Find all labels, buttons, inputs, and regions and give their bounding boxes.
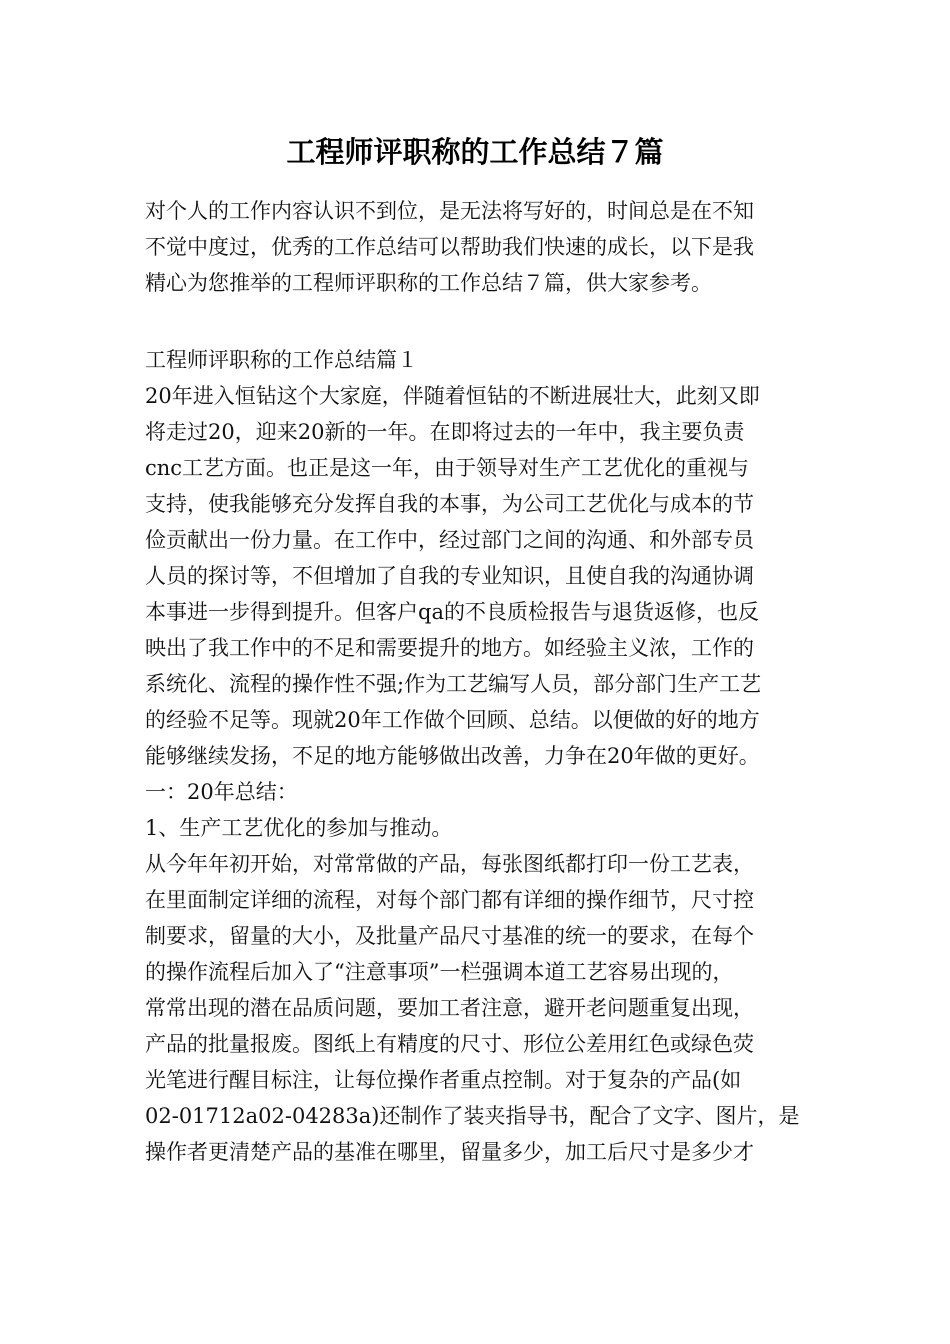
text-line: 系统化、流程的操作性不强;作为工艺编写人员，部分部门生产工艺 bbox=[145, 672, 762, 696]
text-line: 精心为您推举的工程师评职称的工作总结７篇，供大家参考。 bbox=[145, 271, 712, 295]
section-heading: 工程师评职称的工作总结篇１ bbox=[145, 348, 418, 372]
text-line: 产品的批量报废。图纸上有精度的尺寸、形位公差用红色或绿色荧 bbox=[145, 1032, 754, 1056]
text-line: 从今年年初开始，对常常做的产品，每张图纸都打印一份工艺表， bbox=[145, 852, 754, 876]
text-line: 02-01712a02-04283a)还制作了装夹指导书，配合了文字、图片，是 bbox=[145, 1104, 800, 1128]
text-line: 常常出现的潜在品质问题，要加工者注意，避开老问题重复出现， bbox=[145, 996, 754, 1020]
text-line: 制要求，留量的大小，及批量产品尺寸基准的统一的要求，在每个 bbox=[145, 924, 754, 948]
text-line: 在里面制定详细的流程，对每个部门都有详细的操作细节，尺寸控 bbox=[145, 888, 754, 912]
text-line: 本事进一步得到提升。但客户qa的不良质检报告与退货返修，也反 bbox=[145, 600, 759, 624]
text-line: 的经验不足等。现就20年工作做个回顾、总结。以便做的好的地方 bbox=[145, 708, 760, 732]
text-line: 20年进入恒钻这个大家庭，伴随着恒钻的不断进展壮大，此刻又即 bbox=[145, 384, 760, 408]
text-line: 将走过20，迎来20新的一年。在即将过去的一年中，我主要负责 bbox=[145, 420, 745, 444]
text-line: 人员的探讨等，不但增加了自我的专业知识，且使自我的沟通协调 bbox=[145, 564, 754, 588]
text-line: cnc工艺方面。也正是这一年，由于领导对生产工艺优化的重视与 bbox=[145, 456, 750, 480]
text-line: 能够继续发扬，不足的地方能够做出改善，力争在20年做的更好。 bbox=[145, 744, 760, 768]
text-line: 支持，使我能够充分发挥自我的本事，为公司工艺优化与成本的节 bbox=[145, 492, 754, 516]
text-line: 光笔进行醒目标注，让每位操作者重点控制。对于复杂的产品(如 bbox=[145, 1068, 742, 1092]
text-line: 映出了我工作中的不足和需要提升的地方。如经验主义浓，工作的 bbox=[145, 636, 754, 660]
text-line: 对个人的工作内容认识不到位，是无法将写好的，时间总是在不知 bbox=[145, 199, 754, 223]
body-text bbox=[145, 342, 815, 1170]
text-line: 操作者更清楚产品的基准在哪里，留量多少，加工后尺寸是多少才 bbox=[145, 1140, 754, 1164]
document-title: 工程师评职称的工作总结７篇 bbox=[286, 135, 664, 169]
text-line: 的操作流程后加入了“注意事项”一栏强调本道工艺容易出现的， bbox=[145, 960, 734, 984]
text-line: 不觉中度过，优秀的工作总结可以帮助我们快速的成长，以下是我 bbox=[145, 235, 754, 259]
text-line: 俭贡献出一份力量。在工作中，经过部门之间的沟通、和外部专员 bbox=[145, 528, 754, 552]
intro-paragraph bbox=[145, 193, 815, 301]
list-item-heading: 1、生产工艺优化的参加与推动。 bbox=[145, 816, 453, 840]
subsection-heading: 一：20年总结： bbox=[145, 780, 298, 804]
